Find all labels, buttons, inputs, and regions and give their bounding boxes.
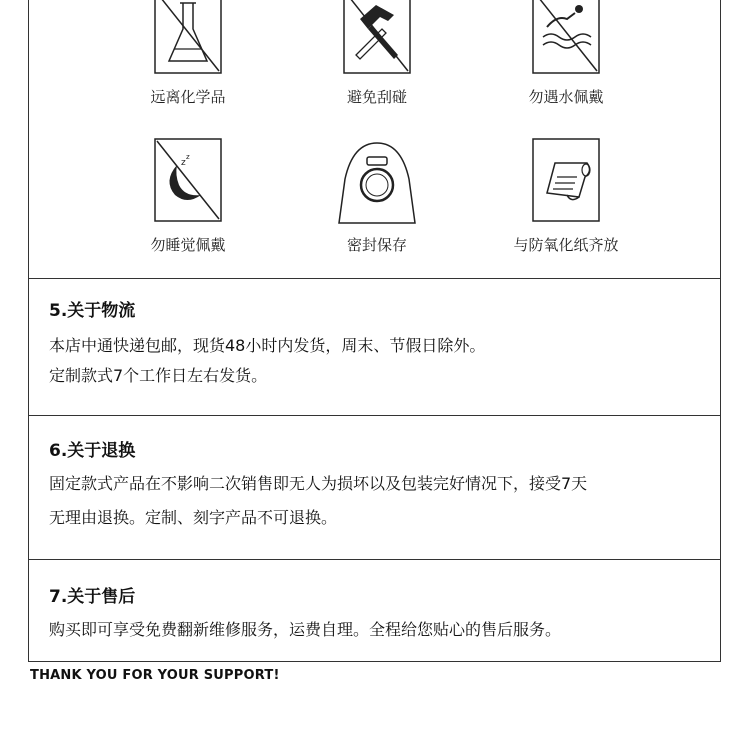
footer-thanks: THANK YOU FOR YOUR SUPPORT!: [30, 668, 280, 683]
care-item-chemicals: [113, 0, 263, 107]
no-sleep-icon: [153, 137, 223, 223]
care-label-paper: 与防氧化纸齐放: [513, 236, 619, 254]
care-item-water: [491, 0, 641, 107]
returns-title: 6.关于退换: [49, 441, 136, 461]
section-after-sales: [49, 585, 700, 641]
care-item-paper: [491, 137, 641, 255]
care-label-chemicals: 远离化学品: [150, 88, 226, 106]
care-label-scratch: 避免刮碰: [346, 88, 407, 106]
anti-oxidation-paper-icon: [531, 137, 601, 223]
svg-text:z: z: [181, 158, 186, 168]
svg-text:z: z: [186, 153, 190, 161]
logistics-title: 5.关于物流: [49, 301, 136, 321]
logistics-line-1: 本店中通快递包邮，现货48小时内发货，周末、节假日除外。: [49, 336, 486, 355]
after-sales-line-1: 购买即可享受免费翻新维修服务，运费自理。全程给您贴心的售后服务。: [49, 620, 562, 639]
after-sales-title: 7.关于售后: [49, 587, 136, 607]
care-item-scratch: [302, 0, 452, 107]
care-item-sleep: [113, 137, 263, 255]
care-label-water: 勿遇水佩戴: [528, 88, 604, 106]
no-scratch-icon: [342, 0, 412, 75]
section-returns: [49, 439, 700, 529]
no-water-icon: [531, 0, 601, 75]
care-label-sleep: 勿睡觉佩戴: [150, 236, 226, 254]
sealed-storage-icon: [335, 137, 419, 227]
divider-2: [29, 415, 720, 416]
care-label-storage: 密封保存: [346, 236, 407, 254]
returns-line-2: 无理由退换。定制、刻字产品不可退换。: [49, 508, 338, 527]
divider-1: [29, 278, 720, 279]
logistics-line-2: 定制款式7个工作日左右发货。: [49, 366, 268, 385]
divider-3: [29, 559, 720, 560]
care-item-storage: [302, 137, 452, 255]
returns-line-1: 固定款式产品在不影响二次销售即无人为损坏以及包装完好情况下，接受7天: [49, 474, 588, 493]
info-frame: [28, 0, 721, 662]
no-chemicals-icon: [153, 0, 223, 75]
section-logistics: [49, 299, 700, 387]
